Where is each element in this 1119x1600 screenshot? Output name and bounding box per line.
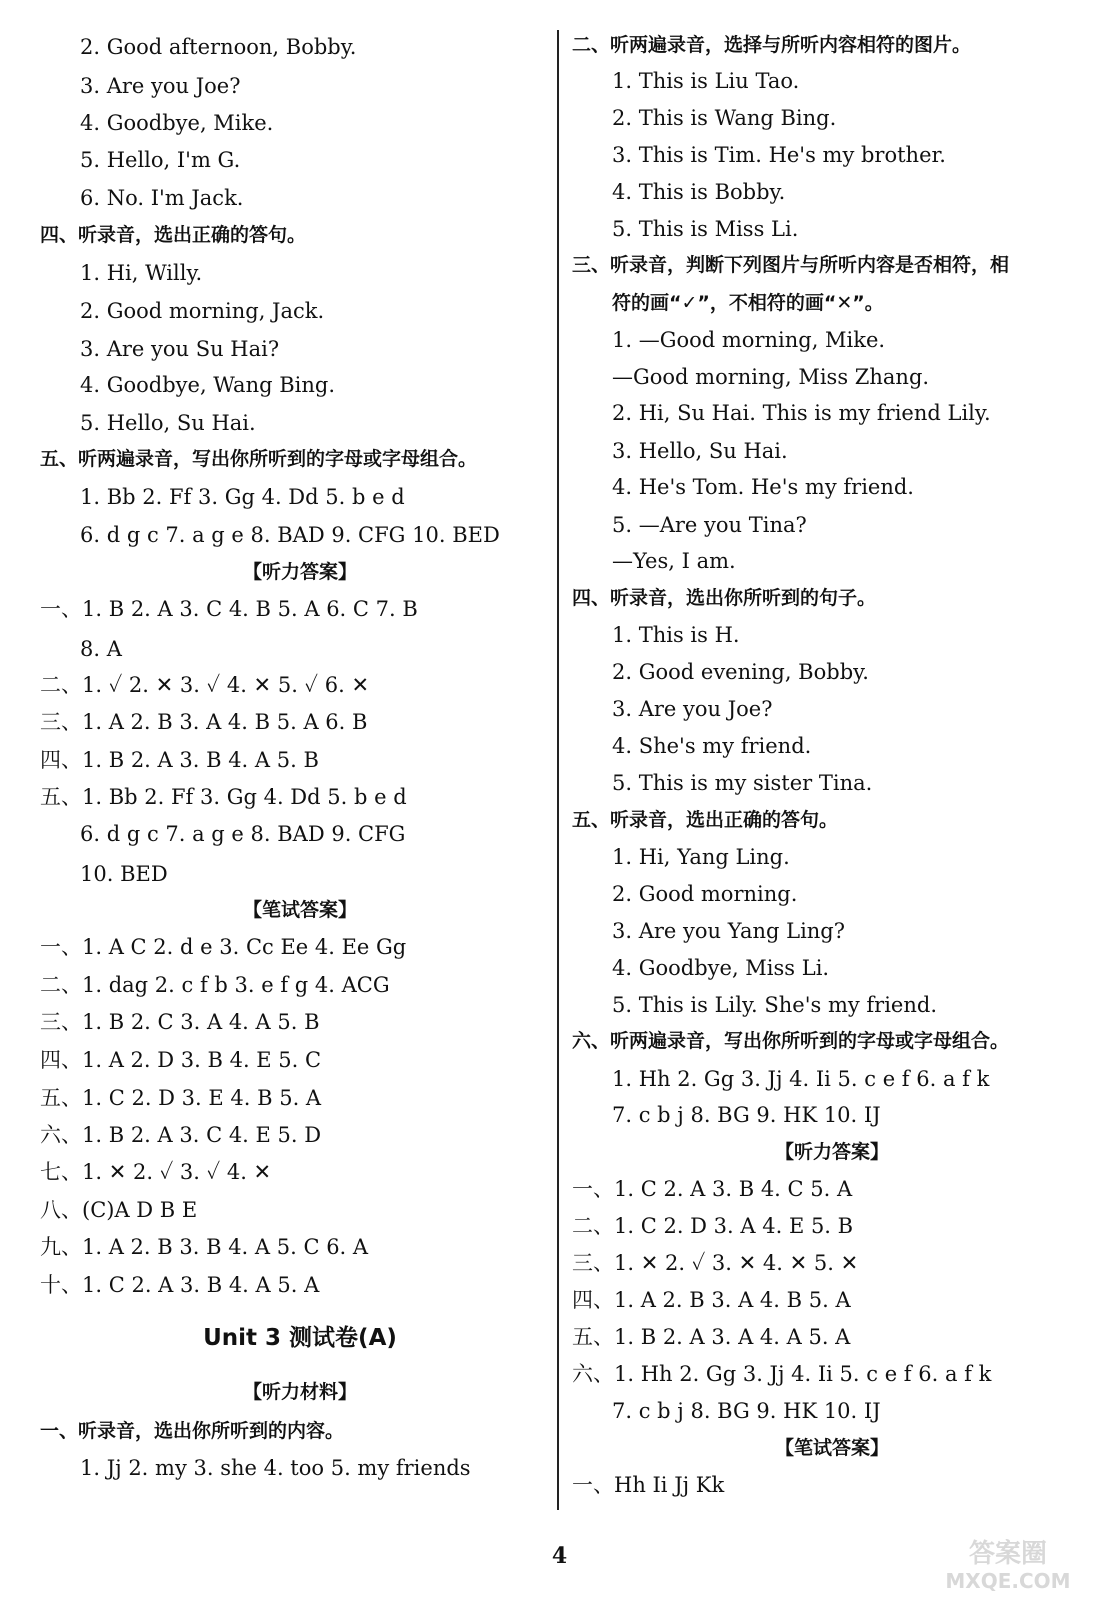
left-column-line: 3. Are you Joe? (80, 74, 241, 98)
left-column-line: 九、1. A 2. B 3. B 4. A 5. C 6. A (40, 1235, 369, 1259)
left-column-line: 五、1. C 2. D 3. E 4. B 5. A (40, 1086, 322, 1110)
left-column-line: 八、(C)A D B E (40, 1198, 198, 1222)
right-column-line: 【听力答案】 (774, 1141, 889, 1163)
right-column-line: 3. This is Tim. He's my brother. (612, 143, 946, 167)
left-column-line: 10. BED (80, 862, 168, 886)
left-column-line: 三、1. B 2. C 3. A 4. A 5. B (40, 1010, 320, 1034)
left-column-line: 四、1. B 2. A 3. B 4. A 5. B (40, 748, 319, 772)
right-column-line: 五、听录音，选出正确的答句。 (572, 809, 839, 831)
right-column-line: 4. Goodbye, Miss Li. (612, 956, 830, 980)
left-column-line: 五、1. Bb 2. Ff 3. Gg 4. Dd 5. b e d (40, 785, 407, 809)
left-column-line: 3. Are you Su Hai? (80, 337, 280, 361)
right-column-line: 2. Good morning. (612, 882, 798, 906)
right-column-line: 5. This is my sister Tina. (612, 771, 873, 795)
left-column-line: 【笔试答案】 (242, 899, 357, 921)
right-column-line: 二、1. C 2. D 3. A 4. E 5. B (572, 1214, 854, 1238)
right-column-line: 二、听两遍录音，选择与所听内容相符的图片。 (572, 34, 972, 56)
watermark-logo (913, 1532, 1103, 1594)
left-column-line: 6. No. I'm Jack. (80, 186, 244, 210)
page-number: 4 (551, 1543, 568, 1569)
left-column-line: 4. Goodbye, Wang Bing. (80, 373, 336, 397)
right-column-line: 四、听录音，选出你所听到的句子。 (572, 587, 877, 609)
left-column-line: 5. Hello, I'm G. (80, 148, 241, 172)
right-column-line: 3. Hello, Su Hai. (612, 439, 788, 463)
left-column-line: 一、听录音，选出你所听到的内容。 (40, 1420, 345, 1442)
left-column-line: 【听力材料】 (242, 1381, 357, 1403)
right-column-line: 四、1. A 2. B 3. A 4. B 5. A (572, 1288, 851, 1312)
left-column-line: 【听力答案】 (242, 561, 357, 583)
left-column-line: 四、听录音，选出正确的答句。 (40, 224, 307, 246)
right-column-line: 五、1. B 2. A 3. A 4. A 5. A (572, 1325, 851, 1349)
left-column-line: 一、1. B 2. A 3. C 4. B 5. A 6. C 7. B (40, 597, 418, 621)
right-column-line: 7. c b j 8. BG 9. HK 10. IJ (612, 1399, 881, 1423)
right-column-line: 1. This is Liu Tao. (612, 69, 800, 93)
right-column-line: 4. He's Tom. He's my friend. (612, 475, 914, 499)
right-column-line: —Good morning, Miss Zhang. (612, 365, 930, 389)
left-column-line: 4. Goodbye, Mike. (80, 111, 274, 135)
right-column-line: 一、Hh Ii Jj Kk (572, 1473, 725, 1497)
column-divider (557, 30, 559, 1510)
right-column-line: 【笔试答案】 (774, 1437, 889, 1459)
right-column-line: 5. This is Lily. She's my friend. (612, 993, 937, 1017)
left-column-line: 五、听两遍录音，写出你所听到的字母或字母组合。 (40, 448, 478, 470)
right-column-line: 2. Good evening, Bobby. (612, 660, 869, 684)
right-column-line: 7. c b j 8. BG 9. HK 10. IJ (612, 1103, 881, 1127)
right-column-line: 5. This is Miss Li. (612, 217, 799, 241)
right-column-line: 2. This is Wang Bing. (612, 106, 837, 130)
watermark-bottom: MXQE.COM (945, 1569, 1071, 1593)
right-column-line: 3. Are you Yang Ling? (612, 919, 846, 943)
right-column-line: 4. She's my friend. (612, 734, 812, 758)
left-column-line: 四、1. A 2. D 3. B 4. E 5. C (40, 1048, 322, 1072)
right-column-line: 5. —Are you Tina? (612, 513, 807, 537)
right-column-line: 2. Hi, Su Hai. This is my friend Lily. (612, 401, 991, 425)
right-column-line: 1. Hh 2. Gg 3. Jj 4. Ii 5. c e f 6. a f k (612, 1067, 990, 1091)
left-column-line: 一、1. A C 2. d e 3. Cc Ee 4. Ee Gg (40, 935, 407, 959)
right-column-line: —Yes, I am. (612, 549, 736, 573)
right-column-line: 六、1. Hh 2. Gg 3. Jj 4. Ii 5. c e f 6. a f k (572, 1362, 992, 1386)
left-column-line: 1. Jj 2. my 3. she 4. too 5. my friends (80, 1456, 471, 1480)
right-column-line: 一、1. C 2. A 3. B 4. C 5. A (572, 1177, 853, 1201)
left-column-line: 三、1. A 2. B 3. A 4. B 5. A 6. B (40, 710, 368, 734)
right-column-line: 三、1. ✕ 2. ✓ 3. ✕ 4. ✕ 5. ✕ (572, 1251, 859, 1275)
left-column-line: 二、1. dag 2. c f b 3. e f g 4. ACG (40, 973, 390, 997)
left-column-line: 6. d g c 7. a g e 8. BAD 9. CFG (80, 822, 406, 846)
left-column-line: 十、1. C 2. A 3. B 4. A 5. A (40, 1273, 320, 1297)
right-column-line: 符的画“✓”，不相符的画“✕”。 (612, 292, 884, 314)
left-column-line: 二、1. ✓ 2. ✕ 3. ✓ 4. ✕ 5. ✓ 6. ✕ (40, 673, 370, 697)
left-column-line: 6. d g c 7. a g e 8. BAD 9. CFG 10. BED (80, 523, 500, 547)
right-column-line: 三、听录音，判断下列图片与所听内容是否相符，相 (572, 254, 1010, 276)
right-column-line: 4. This is Bobby. (612, 180, 786, 204)
left-column-line: 8. A (80, 637, 122, 661)
left-column-line: 2. Good morning, Jack. (80, 299, 325, 323)
left-column-line: 5. Hello, Su Hai. (80, 411, 256, 435)
watermark-top: 答案圈 (968, 1539, 1048, 1569)
left-column-line: 六、1. B 2. A 3. C 4. E 5. D (40, 1123, 322, 1147)
left-column-line: 1. Bb 2. Ff 3. Gg 4. Dd 5. b e d (80, 485, 405, 509)
left-column-line: 七、1. ✕ 2. ✓ 3. ✓ 4. ✕ (40, 1160, 272, 1184)
right-column-line: 1. This is H. (612, 623, 740, 647)
left-column-line: 2. Good afternoon, Bobby. (80, 35, 357, 59)
left-column-line: 1. Hi, Willy. (80, 261, 203, 285)
right-column-line: 3. Are you Joe? (612, 697, 773, 721)
left-column-line: Unit 3 测试卷(A) (203, 1325, 397, 1351)
right-column-line: 1. —Good morning, Mike. (612, 328, 886, 352)
right-column-line: 六、听两遍录音，写出你所听到的字母或字母组合。 (572, 1030, 1010, 1052)
right-column-line: 1. Hi, Yang Ling. (612, 845, 790, 869)
